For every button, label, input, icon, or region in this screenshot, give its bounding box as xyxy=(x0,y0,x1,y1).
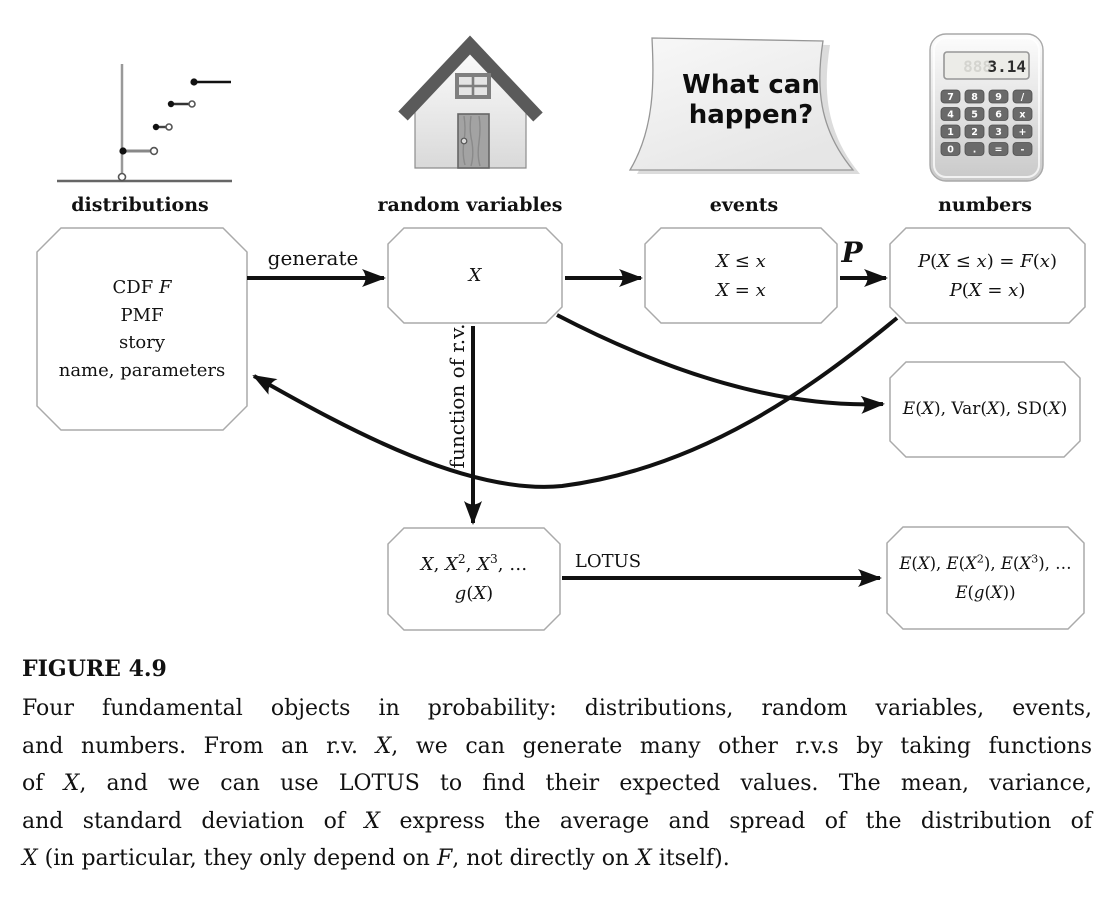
calc-key-label: 4 xyxy=(947,109,954,121)
box-distributions xyxy=(37,228,247,430)
sign-text xyxy=(658,70,844,130)
box-line: E(g(X)) xyxy=(955,583,1016,602)
box-line: story xyxy=(118,332,166,353)
calc-key-label: 5 xyxy=(971,109,978,121)
label-p: P xyxy=(841,236,863,269)
box-line: P(X = x) xyxy=(949,279,1026,301)
caption-line: Four fundamental objects in probability: distributions, random variables, events, xyxy=(22,696,1092,721)
box-events xyxy=(645,228,837,323)
calc-key-label: = xyxy=(994,144,1003,156)
label-generate: generate xyxy=(267,246,359,270)
calc-key-label: x xyxy=(1019,109,1026,121)
box-line: name, parameters xyxy=(58,359,226,381)
caption-line: X (in particular, they only depend on F, not directly on X itself). xyxy=(22,846,730,872)
calc-key-label: 9 xyxy=(995,92,1002,103)
box-line: X xyxy=(468,265,482,286)
caption-line: and numbers. From an r.v. X, we can generate many other r.v.s by taking functions xyxy=(22,733,1092,759)
box-expectations xyxy=(887,527,1084,629)
house-doorknob xyxy=(461,138,467,144)
calc-key-label: 0 xyxy=(947,144,954,156)
calc-key-label: / xyxy=(1020,92,1025,103)
calc-key-label: 8 xyxy=(971,92,978,103)
column-label-random-variables: random variables xyxy=(377,194,563,216)
box-line: E(X), Var(X), SD(X) xyxy=(902,399,1068,419)
cdf-plot-icon xyxy=(57,64,232,181)
arrow-prob-to-distributions xyxy=(254,318,897,487)
box-probabilities xyxy=(890,228,1085,323)
box-line: E(X), $E(X^2)$, $E(X^3)$, … xyxy=(899,552,1072,573)
calc-key-label: 3 xyxy=(995,127,1002,138)
figure-caption-heading: FIGURE 4.9 xyxy=(22,656,167,682)
sign-text-line1: What can xyxy=(682,70,820,100)
figure-caption-body xyxy=(22,690,1092,878)
box-line: X ≤ x xyxy=(716,250,766,272)
calc-key-label: 6 xyxy=(995,109,1002,121)
calc-key-label: 2 xyxy=(971,127,978,138)
box-functions xyxy=(388,528,560,630)
calc-display-ghost: 888 xyxy=(963,57,992,76)
label-function-of-rv: function of r.v. xyxy=(445,323,469,469)
calc-key-label: + xyxy=(1018,127,1027,138)
box-line: P(X ≤ x) = F(x) xyxy=(918,250,1057,272)
calc-key-label: 1 xyxy=(947,127,954,138)
box-moments xyxy=(890,362,1080,457)
box-rv xyxy=(388,228,562,323)
calc-display-value: 3.14 xyxy=(987,57,1026,76)
column-label-events: events xyxy=(709,194,779,216)
caption-line: of X, and we can use LOTUS to find their expected values. The mean, variance, xyxy=(22,771,1092,797)
calc-key-label: - xyxy=(1020,144,1025,156)
house-icon xyxy=(403,45,538,168)
box-line: X, $X^2$, $X^3$, … xyxy=(420,552,528,575)
sign-text-line2: happen? xyxy=(688,100,814,130)
caption-line: and standard deviation of X express the average and spread of the distribution of xyxy=(22,808,1092,834)
arrow-rv-to-moments xyxy=(557,315,883,404)
calc-key-label: . xyxy=(972,144,977,156)
box-line: X = x xyxy=(716,279,766,301)
box-line: g(X) xyxy=(454,583,494,604)
column-label-numbers: numbers xyxy=(938,194,1032,216)
calc-key-label: 7 xyxy=(947,92,954,103)
box-line: CDF F xyxy=(112,277,172,298)
column-label-distributions: distributions xyxy=(71,194,209,216)
calculator-icon xyxy=(930,34,1043,181)
label-lotus: LOTUS xyxy=(574,551,642,572)
box-line: PMF xyxy=(120,304,164,326)
